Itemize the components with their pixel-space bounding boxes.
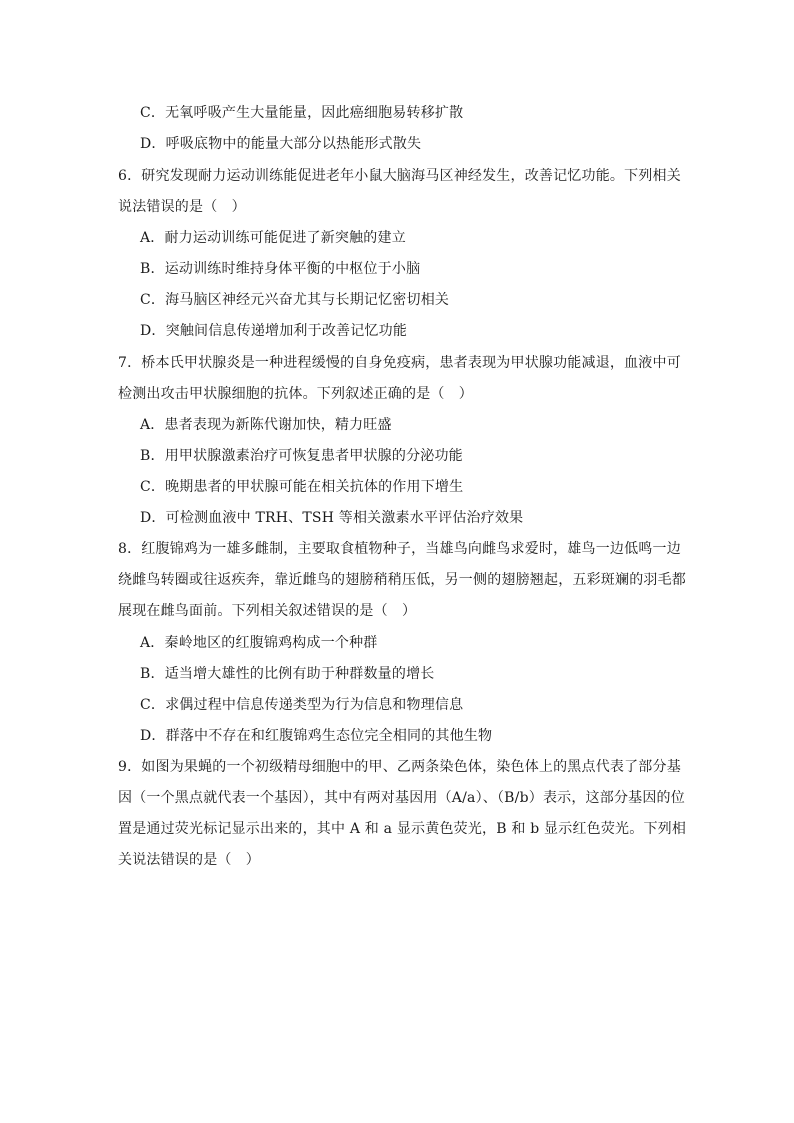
answer-option: C．晚期患者的甲状腺可能在相关抗体的作用下增生 <box>140 479 464 495</box>
question-text: 7．桥本氏甲状腺炎是一种进程缓慢的自身免疫病，患者表现为甲状腺功能减退，血液中可 <box>118 355 681 371</box>
question-text: 关说法错误的是（ ） <box>118 852 260 868</box>
answer-option: C．海马脑区神经元兴奋尤其与长期记忆密切相关 <box>140 292 450 308</box>
question-text: 置是通过荧光标记显示出来的，其中 A 和 a 显示黄色荧光，B 和 b 显示红色荧光。下列相 <box>118 821 687 837</box>
question-text: 检测出攻击甲状腺细胞的抗体。下列叙述正确的是（ ） <box>118 386 473 402</box>
question-text: 8．红腹锦鸡为一雄多雌制，主要取食植物种子，当雄鸟向雌鸟求爱时，雄鸟一边低鸣一边 <box>118 541 681 557</box>
answer-option: D．突触间信息传递增加利于改善记忆功能 <box>140 323 408 339</box>
answer-option: C．求偶过程中信息传递类型为行为信息和物理信息 <box>140 697 464 713</box>
answer-option: B．运动训练时维持身体平衡的中枢位于小脑 <box>140 261 421 277</box>
answer-option: C．无氧呼吸产生大量能量，因此癌细胞易转移扩散 <box>140 105 464 121</box>
answer-option: A．秦岭地区的红腹锦鸡构成一个种群 <box>140 635 378 651</box>
answer-option: D．可检测血液中 TRH、TSH 等相关激素水平评估治疗效果 <box>140 510 524 526</box>
answer-option: A．耐力运动训练可能促进了新突触的建立 <box>140 230 406 246</box>
answer-option: D．呼吸底物中的能量大部分以热能形式散失 <box>140 136 422 152</box>
answer-option: B．适当增大雄性的比例有助于种群数量的增长 <box>140 666 435 682</box>
answer-option: D．群落中不存在和红腹锦鸡生态位完全相同的其他生物 <box>140 728 493 744</box>
answer-option: A．患者表现为新陈代谢加快，精力旺盛 <box>140 417 392 433</box>
question-text: 展现在雌鸟面前。下列相关叙述错误的是（ ） <box>118 603 417 619</box>
question-text: 说法错误的是（ ） <box>118 199 246 215</box>
question-text: 9．如图为果蝇的一个初级精母细胞中的甲、乙两条染色体，染色体上的黑点代表了部分基 <box>118 759 681 775</box>
question-text: 6．研究发现耐力运动训练能促进老年小鼠大脑海马区神经发生，改善记忆功能。下列相关 <box>118 168 681 184</box>
question-text: 绕雌鸟转圈或往返疾奔，靠近雌鸟的翅膀稍稍压低，另一侧的翅膀翘起，五彩斑斓的羽毛都 <box>118 572 686 588</box>
question-text: 因（一个黑点就代表一个基因），其中有两对基因用（A/a）、（B/b）表示，这部分基因的位 <box>118 790 685 806</box>
answer-option: B．用甲状腺激素治疗可恢复患者甲状腺的分泌功能 <box>140 448 463 464</box>
